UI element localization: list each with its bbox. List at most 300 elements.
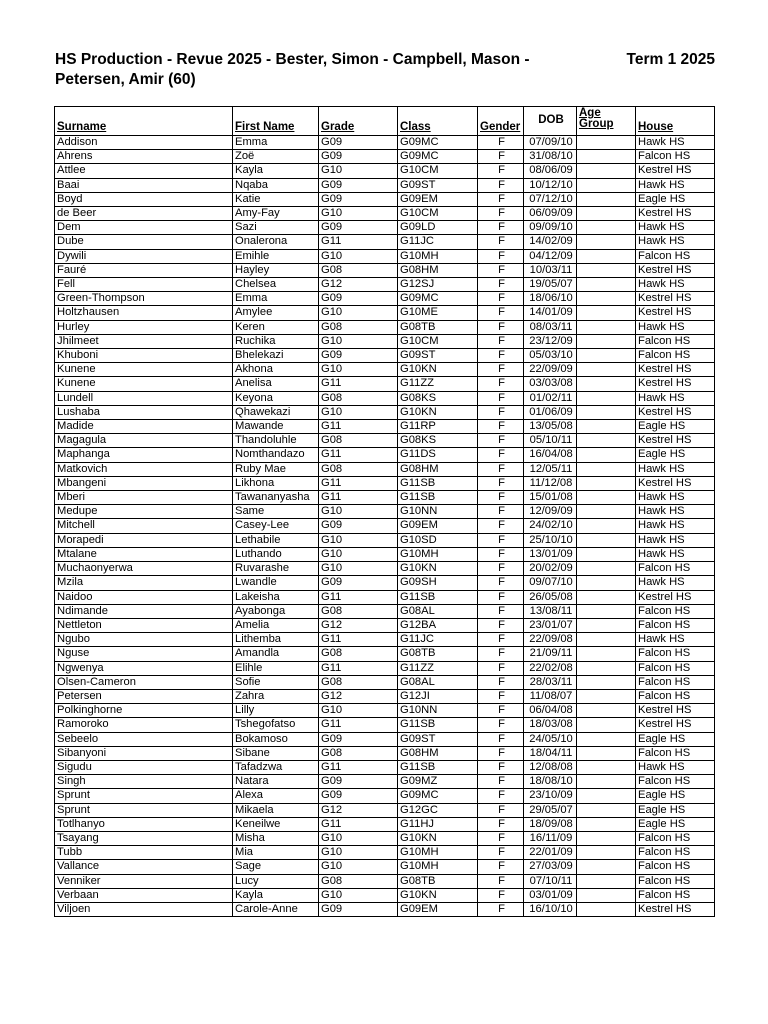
first-name-cell: Emma <box>233 136 319 150</box>
column-header-dob: DOB <box>524 107 577 136</box>
grade-cell: G09 <box>319 178 398 192</box>
age-group-cell <box>577 860 636 874</box>
class-cell: G10ME <box>398 306 478 320</box>
grade-cell: G08 <box>319 462 398 476</box>
surname-cell: Dywili <box>55 249 233 263</box>
dob-cell: 23/10/09 <box>524 789 577 803</box>
gender-cell: F <box>478 661 524 675</box>
first-name-cell: Same <box>233 505 319 519</box>
dob-cell: 09/09/10 <box>524 221 577 235</box>
age-group-cell <box>577 902 636 916</box>
surname-cell: Tsayang <box>55 831 233 845</box>
class-cell: G11SB <box>398 476 478 490</box>
age-group-cell <box>577 746 636 760</box>
table-row <box>55 775 715 789</box>
first-name-cell: Emma <box>233 292 319 306</box>
gender-cell: F <box>478 434 524 448</box>
age-group-cell <box>577 334 636 348</box>
class-cell: G10CM <box>398 164 478 178</box>
first-name-cell: Onalerona <box>233 235 319 249</box>
class-cell: G10SD <box>398 533 478 547</box>
column-header-first-name: First Name <box>233 107 319 136</box>
age-group-cell <box>577 775 636 789</box>
gender-cell: F <box>478 263 524 277</box>
house-cell: Kestrel HS <box>636 363 715 377</box>
house-cell: Kestrel HS <box>636 476 715 490</box>
age-group-cell <box>577 391 636 405</box>
grade-cell: G09 <box>319 136 398 150</box>
grade-cell: G12 <box>319 803 398 817</box>
gender-cell: F <box>478 633 524 647</box>
class-cell: G11HJ <box>398 817 478 831</box>
gender-cell: F <box>478 533 524 547</box>
house-cell: Hawk HS <box>636 519 715 533</box>
house-cell: Hawk HS <box>636 235 715 249</box>
table-row <box>55 704 715 718</box>
class-cell: G11SB <box>398 760 478 774</box>
age-group-cell <box>577 178 636 192</box>
table-row <box>55 405 715 419</box>
grade-cell: G11 <box>319 633 398 647</box>
dob-cell: 26/05/08 <box>524 590 577 604</box>
dob-cell: 18/06/10 <box>524 292 577 306</box>
first-name-cell: Chelsea <box>233 278 319 292</box>
table-row <box>55 476 715 490</box>
gender-cell: F <box>478 462 524 476</box>
table-row <box>55 363 715 377</box>
age-group-cell <box>577 831 636 845</box>
gender-cell: F <box>478 675 524 689</box>
dob-cell: 06/04/08 <box>524 704 577 718</box>
house-cell: Falcon HS <box>636 249 715 263</box>
table-row <box>55 831 715 845</box>
surname-cell: Sprunt <box>55 789 233 803</box>
table-row <box>55 732 715 746</box>
first-name-cell: Lakeisha <box>233 590 319 604</box>
class-cell: G11SB <box>398 718 478 732</box>
house-cell: Falcon HS <box>636 888 715 902</box>
surname-cell: Sprunt <box>55 803 233 817</box>
gender-cell: F <box>478 547 524 561</box>
class-cell: G11SB <box>398 491 478 505</box>
gender-cell: F <box>478 178 524 192</box>
surname-cell: Addison <box>55 136 233 150</box>
age-group-cell <box>577 150 636 164</box>
age-group-cell <box>577 789 636 803</box>
house-cell: Hawk HS <box>636 533 715 547</box>
table-row <box>55 846 715 860</box>
class-cell: G10MH <box>398 860 478 874</box>
gender-cell: F <box>478 292 524 306</box>
dob-cell: 11/08/07 <box>524 689 577 703</box>
first-name-cell: Casey-Lee <box>233 519 319 533</box>
table-row <box>55 533 715 547</box>
surname-cell: de Beer <box>55 207 233 221</box>
gender-cell: F <box>478 334 524 348</box>
house-cell: Hawk HS <box>636 136 715 150</box>
first-name-cell: Luthando <box>233 547 319 561</box>
gender-cell: F <box>478 704 524 718</box>
gender-cell: F <box>478 306 524 320</box>
age-group-cell <box>577 562 636 576</box>
grade-cell: G08 <box>319 434 398 448</box>
dob-cell: 24/05/10 <box>524 732 577 746</box>
table-row <box>55 292 715 306</box>
gender-cell: F <box>478 732 524 746</box>
grade-cell: G10 <box>319 533 398 547</box>
house-cell: Kestrel HS <box>636 207 715 221</box>
class-cell: G08KS <box>398 434 478 448</box>
gender-cell: F <box>478 604 524 618</box>
surname-cell: Nguse <box>55 647 233 661</box>
dob-cell: 22/01/09 <box>524 846 577 860</box>
gender-cell: F <box>478 831 524 845</box>
column-header-surname: Surname <box>55 107 233 136</box>
surname-cell: Baai <box>55 178 233 192</box>
house-cell: Falcon HS <box>636 831 715 845</box>
table-row <box>55 689 715 703</box>
surname-cell: Khuboni <box>55 349 233 363</box>
first-name-cell: Bokamoso <box>233 732 319 746</box>
grade-cell: G09 <box>319 221 398 235</box>
age-group-cell <box>577 732 636 746</box>
class-cell: G10CM <box>398 334 478 348</box>
table-row <box>55 434 715 448</box>
table-row <box>55 448 715 462</box>
house-cell: Falcon HS <box>636 746 715 760</box>
class-cell: G10KN <box>398 831 478 845</box>
age-group-cell <box>577 349 636 363</box>
gender-cell: F <box>478 775 524 789</box>
surname-cell: Ramoroko <box>55 718 233 732</box>
house-cell: Kestrel HS <box>636 164 715 178</box>
grade-cell: G11 <box>319 718 398 732</box>
class-cell: G10CM <box>398 207 478 221</box>
age-group-cell <box>577 661 636 675</box>
house-cell: Falcon HS <box>636 334 715 348</box>
grade-cell: G10 <box>319 306 398 320</box>
house-cell: Eagle HS <box>636 448 715 462</box>
grade-cell: G09 <box>319 775 398 789</box>
age-group-cell <box>577 505 636 519</box>
dob-cell: 08/06/09 <box>524 164 577 178</box>
first-name-cell: Amy-Fay <box>233 207 319 221</box>
dob-cell: 13/08/11 <box>524 604 577 618</box>
first-name-cell: Lethabile <box>233 533 319 547</box>
house-cell: Hawk HS <box>636 760 715 774</box>
first-name-cell: Anelisa <box>233 377 319 391</box>
class-cell: G09ST <box>398 178 478 192</box>
dob-cell: 14/01/09 <box>524 306 577 320</box>
table-row <box>55 349 715 363</box>
surname-cell: Polkinghorne <box>55 704 233 718</box>
gender-cell: F <box>478 718 524 732</box>
house-cell: Falcon HS <box>636 874 715 888</box>
dob-cell: 05/03/10 <box>524 349 577 363</box>
table-row <box>55 377 715 391</box>
surname-cell: Attlee <box>55 164 233 178</box>
surname-cell: Petersen <box>55 689 233 703</box>
surname-cell: Matkovich <box>55 462 233 476</box>
first-name-cell: Natara <box>233 775 319 789</box>
age-group-cell <box>577 817 636 831</box>
gender-cell: F <box>478 363 524 377</box>
grade-cell: G10 <box>319 164 398 178</box>
first-name-cell: Tafadzwa <box>233 760 319 774</box>
age-group-cell <box>577 136 636 150</box>
class-cell: G12GC <box>398 803 478 817</box>
table-row <box>55 420 715 434</box>
age-group-cell <box>577 476 636 490</box>
first-name-cell: Sazi <box>233 221 319 235</box>
grade-cell: G08 <box>319 746 398 760</box>
gender-cell: F <box>478 164 524 178</box>
house-cell: Hawk HS <box>636 505 715 519</box>
dob-cell: 07/09/10 <box>524 136 577 150</box>
grade-cell: G12 <box>319 278 398 292</box>
age-group-cell <box>577 221 636 235</box>
class-cell: G09EM <box>398 192 478 206</box>
surname-cell: Morapedi <box>55 533 233 547</box>
grade-cell: G08 <box>319 675 398 689</box>
first-name-cell: Mikaela <box>233 803 319 817</box>
age-group-cell <box>577 604 636 618</box>
table-row <box>55 235 715 249</box>
grade-cell: G09 <box>319 292 398 306</box>
age-group-cell <box>577 576 636 590</box>
dob-cell: 06/09/09 <box>524 207 577 221</box>
surname-cell: Jhilmeet <box>55 334 233 348</box>
first-name-cell: Amelia <box>233 618 319 632</box>
table-row <box>55 164 715 178</box>
grade-cell: G10 <box>319 704 398 718</box>
first-name-cell: Sofie <box>233 675 319 689</box>
table-row <box>55 718 715 732</box>
table-row <box>55 902 715 916</box>
gender-cell: F <box>478 746 524 760</box>
age-group-cell <box>577 207 636 221</box>
age-group-cell <box>577 192 636 206</box>
class-cell: G10KN <box>398 888 478 902</box>
first-name-cell: Ayabonga <box>233 604 319 618</box>
age-group-cell <box>577 888 636 902</box>
dob-cell: 13/05/08 <box>524 420 577 434</box>
dob-cell: 10/12/10 <box>524 178 577 192</box>
dob-cell: 08/03/11 <box>524 320 577 334</box>
surname-cell: Sibanyoni <box>55 746 233 760</box>
surname-cell: Singh <box>55 775 233 789</box>
age-group-cell <box>577 590 636 604</box>
dob-cell: 09/07/10 <box>524 576 577 590</box>
house-cell: Eagle HS <box>636 732 715 746</box>
table-row <box>55 817 715 831</box>
surname-cell: Vallance <box>55 860 233 874</box>
grade-cell: G11 <box>319 420 398 434</box>
gender-cell: F <box>478 505 524 519</box>
table-row <box>55 789 715 803</box>
house-cell: Falcon HS <box>636 675 715 689</box>
table-row <box>55 150 715 164</box>
class-cell: G08HM <box>398 746 478 760</box>
surname-cell: Totlhanyo <box>55 817 233 831</box>
grade-cell: G09 <box>319 789 398 803</box>
table-row <box>55 547 715 561</box>
gender-cell: F <box>478 647 524 661</box>
grade-cell: G11 <box>319 476 398 490</box>
table-row <box>55 334 715 348</box>
document-header <box>55 50 715 90</box>
age-group-cell <box>577 420 636 434</box>
class-cell: G08HM <box>398 263 478 277</box>
class-cell: G10MH <box>398 846 478 860</box>
dob-cell: 20/02/09 <box>524 562 577 576</box>
gender-cell: F <box>478 320 524 334</box>
class-cell: G10KN <box>398 405 478 419</box>
surname-cell: Kunene <box>55 377 233 391</box>
class-cell: G09MC <box>398 136 478 150</box>
class-cell: G08TB <box>398 647 478 661</box>
grade-cell: G08 <box>319 263 398 277</box>
surname-cell: Mberi <box>55 491 233 505</box>
grade-cell: G11 <box>319 377 398 391</box>
surname-cell: Viljoen <box>55 902 233 916</box>
dob-cell: 18/08/10 <box>524 775 577 789</box>
surname-cell: Ndimande <box>55 604 233 618</box>
age-group-cell <box>577 448 636 462</box>
dob-cell: 19/05/07 <box>524 278 577 292</box>
dob-cell: 12/09/09 <box>524 505 577 519</box>
class-cell: G09MZ <box>398 775 478 789</box>
grade-cell: G08 <box>319 391 398 405</box>
table-row <box>55 462 715 476</box>
surname-cell: Sigudu <box>55 760 233 774</box>
gender-cell: F <box>478 689 524 703</box>
grade-cell: G10 <box>319 562 398 576</box>
gender-cell: F <box>478 192 524 206</box>
class-cell: G10MH <box>398 249 478 263</box>
class-cell: G12BA <box>398 618 478 632</box>
surname-cell: Venniker <box>55 874 233 888</box>
class-cell: G11JC <box>398 235 478 249</box>
gender-cell: F <box>478 874 524 888</box>
gender-cell: F <box>478 136 524 150</box>
gender-cell: F <box>478 405 524 419</box>
class-cell: G08TB <box>398 320 478 334</box>
class-cell: G10KN <box>398 562 478 576</box>
grade-cell: G11 <box>319 760 398 774</box>
first-name-cell: Tawananyasha <box>233 491 319 505</box>
table-row <box>55 178 715 192</box>
first-name-cell: Thandoluhle <box>233 434 319 448</box>
table-row <box>55 746 715 760</box>
house-cell: Hawk HS <box>636 391 715 405</box>
class-cell: G09ST <box>398 349 478 363</box>
house-cell: Hawk HS <box>636 576 715 590</box>
surname-cell: Hurley <box>55 320 233 334</box>
age-group-cell <box>577 363 636 377</box>
dob-cell: 29/05/07 <box>524 803 577 817</box>
gender-cell: F <box>478 476 524 490</box>
table-row <box>55 888 715 902</box>
grade-cell: G10 <box>319 505 398 519</box>
gender-cell: F <box>478 150 524 164</box>
dob-cell: 16/11/09 <box>524 831 577 845</box>
first-name-cell: Qhawekazi <box>233 405 319 419</box>
surname-cell: Fauré <box>55 263 233 277</box>
house-cell: Kestrel HS <box>636 292 715 306</box>
grade-cell: G10 <box>319 846 398 860</box>
house-cell: Kestrel HS <box>636 263 715 277</box>
age-group-cell <box>577 874 636 888</box>
dob-cell: 22/09/08 <box>524 633 577 647</box>
gender-cell: F <box>478 235 524 249</box>
grade-cell: G10 <box>319 334 398 348</box>
house-cell: Falcon HS <box>636 775 715 789</box>
surname-cell: Kunene <box>55 363 233 377</box>
gender-cell: F <box>478 249 524 263</box>
age-group-cell <box>577 547 636 561</box>
table-row <box>55 263 715 277</box>
class-cell: G09ST <box>398 732 478 746</box>
table-row <box>55 320 715 334</box>
first-name-cell: Ruvarashe <box>233 562 319 576</box>
first-name-cell: Bhelekazi <box>233 349 319 363</box>
age-group-cell <box>577 675 636 689</box>
gender-cell: F <box>478 349 524 363</box>
house-cell: Eagle HS <box>636 817 715 831</box>
surname-cell: Tubb <box>55 846 233 860</box>
surname-cell: Fell <box>55 278 233 292</box>
dob-cell: 23/01/07 <box>524 618 577 632</box>
house-cell: Falcon HS <box>636 349 715 363</box>
grade-cell: G09 <box>319 576 398 590</box>
age-group-cell <box>577 647 636 661</box>
gender-cell: F <box>478 789 524 803</box>
first-name-cell: Sibane <box>233 746 319 760</box>
class-cell: G08AL <box>398 675 478 689</box>
gender-cell: F <box>478 391 524 405</box>
house-cell: Falcon HS <box>636 562 715 576</box>
surname-cell: Olsen-Cameron <box>55 675 233 689</box>
term-label: Term 1 2025 <box>626 51 715 68</box>
house-cell: Falcon HS <box>636 604 715 618</box>
class-cell: G08KS <box>398 391 478 405</box>
surname-cell: Mitchell <box>55 519 233 533</box>
class-cell: G09SH <box>398 576 478 590</box>
first-name-cell: Likhona <box>233 476 319 490</box>
class-cell: G09MC <box>398 789 478 803</box>
gender-cell: F <box>478 860 524 874</box>
table-row <box>55 221 715 235</box>
first-name-cell: Nqaba <box>233 178 319 192</box>
gender-cell: F <box>478 377 524 391</box>
dob-cell: 24/02/10 <box>524 519 577 533</box>
table-row <box>55 661 715 675</box>
house-cell: Falcon HS <box>636 846 715 860</box>
surname-cell: Sebeelo <box>55 732 233 746</box>
house-cell: Hawk HS <box>636 547 715 561</box>
first-name-cell: Tshegofatso <box>233 718 319 732</box>
first-name-cell: Elihle <box>233 661 319 675</box>
dob-cell: 18/04/11 <box>524 746 577 760</box>
table-body <box>55 136 715 917</box>
grade-cell: G10 <box>319 547 398 561</box>
first-name-cell: Misha <box>233 831 319 845</box>
grade-cell: G11 <box>319 448 398 462</box>
dob-cell: 12/08/08 <box>524 760 577 774</box>
house-cell: Eagle HS <box>636 803 715 817</box>
class-cell: G12JI <box>398 689 478 703</box>
